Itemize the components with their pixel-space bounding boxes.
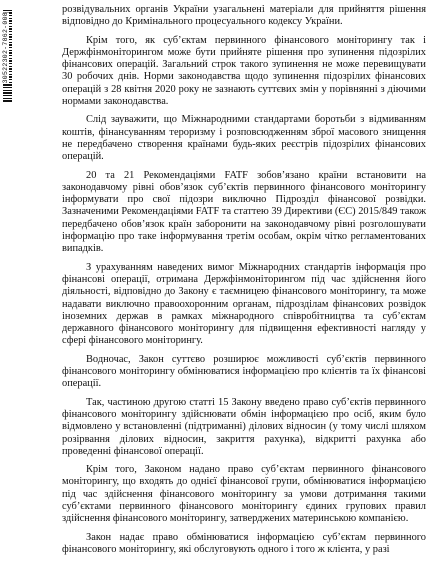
paragraph-3: Слід зауважити, що Міжнародними стандартами боротьби з відмиванням коштів, фінансуванням тероризму і розповсюдженням зброї масового знищення не передбачено створення країнами будь-яких реєстрів підозрілих фінансових операцій. <box>62 114 426 163</box>
left-margin <box>0 0 16 587</box>
paragraph-4: 20 та 21 Рекомендаціями FATF зобов’язано країни встановити на законодавчому рівні обов’язок суб’єктів первинного фінансового моніторингу інформувати про свої підозри виключно Підрозділ фінансової розвідки. Зазначеними Рекомендаціями FATF та статтею 39 Директиви (ЄС) 2015/849 також передбачено обов’язок країн заборонити на законодавчому рівні розголошувати інформацію про таке інформування третім особам, окрім чітко регламентованих випадків. <box>62 169 426 255</box>
document-body <box>62 4 426 562</box>
paragraph-1: розвідувальних органів України узагальнені матеріали для прийняття рішення відповідно до Кримінального процесуального кодексу України. <box>62 4 426 28</box>
paragraph-7: Так, частиною другою статті 15 Закону введено право суб’єктів первинного фінансового моніторингу здійснювати обмін інформацією про осіб, яким було відмовлено у встановленні (підтриманні) ділових відносин (у тому числі шляхом розірвання ділових відносин, закриття рахунка), відкритті рахунка або проведенні фінансової операції. <box>62 396 426 457</box>
paragraph-8: Крім того, Законом надано право суб’єктам первинного фінансового моніторингу, що входять до однієї фінансової групи, обмінюватися інформацією під час здійснення фінансового моніторингу за умови дотримання такими суб’єктами первинного фінансового моніторингу єдиних групових правил здійснення фінансового моніторингу, затверджених материнською компанією. <box>62 464 426 525</box>
margin-stamp-code: 30522302-7862-008 <box>2 12 9 84</box>
paragraph-5: З урахуванням наведених вимог Міжнародних стандартів інформація про фінансові операції, отримана Держфінмоніторингом під час здійснення його діяльності, відповідно до Закону є таємницею фінансового моніторингу, та може надавати виключно правоохоронним органам, підрозділам фінансових розвідок іноземних держав в рамках міжнародного співробітництва та суб’єктам державного фінансового моніторингу для підвищення ефективності нагляду у сфері фінансового моніторингу. <box>62 261 426 347</box>
paragraph-2: Крім того, як суб’єктам первинного фінансового моніторингу так і Держфінмоніторингом може бути прийняте рішення про зупинення підозрілих фінансових операцій. Загальний строк такого зупинення не може перевищувати 30 робочих днів. Норми законодавства щодо зупинення підозрілих фінансових операцій з 28 квітня 2020 року не зазнають суттєвих змін у порівнянні з діючими нормами законодавства. <box>62 34 426 108</box>
paragraph-9: Закон надає право обмінюватися інформацією суб’єктам первинного фінансового моніторингу, які обслуговують одного і того ж клієнта, у разі <box>62 531 426 555</box>
paragraph-6: Водночас, Закон суттєво розширює можливості суб’єктів первинного фінансового моніторингу обмінюватися інформацією про клієнтів та їх фінансові операції. <box>62 353 426 390</box>
